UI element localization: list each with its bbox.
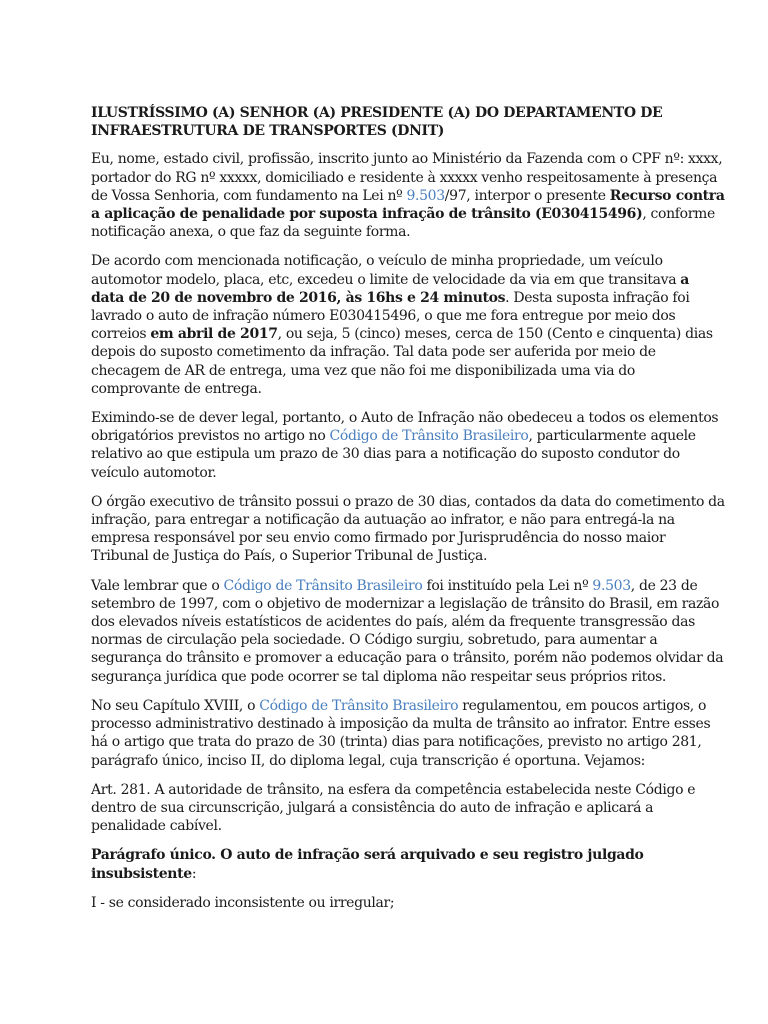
- paragraph-item-i: [91, 894, 726, 912]
- law-9503-link[interactable]: 9.503: [406, 187, 445, 204]
- bold-text: a data de 20 de novembro de 2016, às 16hs e 24 minutos: [91, 271, 690, 306]
- bold-text: Parágrafo único. O auto de infração será arquivado e seu registro julgado insubsistente: [91, 847, 644, 882]
- text: foi instituído pela Lei nº: [422, 577, 593, 594]
- paragraph-ctb-history: [91, 577, 726, 686]
- ctb-link[interactable]: Código de Trânsito Brasileiro: [223, 577, 423, 594]
- text: O órgão executivo de trânsito possui o prazo de 30 dias, contados da data do cometimento da infração, para entregar a notificação da autuação ao infrator, e não para entregá-la na empresa responsável por seu envio como firmado por Jurisprudência do nosso maior Tribunal de Justiça do País, o Superior Tribunal de Justiça.: [91, 493, 725, 565]
- text: Art. 281. A autoridade de trânsito, na esfera da competência estabelecida neste Código e dentro de sua circunscrição, julgará a consistência do auto de infração e aplicará a penalidade cabível.: [91, 781, 696, 835]
- text: /97, interpor o presente: [444, 187, 610, 204]
- text: , conforme notificação anexa, o que faz da seguinte forma.: [91, 206, 715, 241]
- ctb-link[interactable]: Código de Trânsito Brasileiro: [329, 428, 529, 445]
- text: , de 23 de setembro de 1997, com o objetivo de modernizar a legislação de trânsito do Brasil, em razão dos elevados níveis estatísticos de acidentes do país, além da frequente transgressão das normas de circulação pela sociedade. O Código surgiu, sobretudo, para aumentar a segurança do trânsito e promover a educação para o trânsito, porém não podemos olvidar da segurança jurídica que pode ocorrer se tal diploma não respeitar seus próprios ritos.: [91, 577, 724, 685]
- text: regulamentou, em poucos artigos, o processo administrativo destinado à imposição da multa de trânsito ao infrator. Entre esses há o artigo que trata do prazo de 30 (trinta) dias para notificações, previsto no artigo 281, parágrafo único, inciso II, do diploma legal, cuja transcrição é oportuna. Vejamos:: [91, 697, 711, 769]
- text: :: [191, 865, 197, 882]
- law-9503-link[interactable]: 9.503: [592, 577, 631, 594]
- paragraph-chapter-xviii: [91, 697, 726, 770]
- paragraph-facts: [91, 252, 726, 398]
- text: . Desta suposta infração foi lavrado o auto de infração número E030415496, o que me fora entregue por meio dos correios: [91, 289, 690, 343]
- paragraph-intro: [91, 150, 726, 241]
- text: De acordo com mencionada notificação, o veículo de minha propriedade, um veículo automotor modelo, placa, etc, excedeu o limite de velocidade da via em que transitava: [91, 253, 681, 288]
- text: No seu Capítulo XVIII, o: [91, 697, 260, 714]
- text: , particularmente aquele relativo ao que estipula um prazo de 30 dias para a notificação do suposto condutor do veículo automotor.: [91, 428, 696, 481]
- text: Vale lembrar que o: [91, 577, 224, 594]
- text: Eu, nome, estado civil, profissão, inscrito junto ao Ministério da Fazenda com o CPF nº: xxxx, portador do RG nº xxxxx, domiciliado e residente à xxxxx venho respeitosamente à presença de Vossa Senhoria, com fundamento na Lei nº: [91, 151, 723, 204]
- bold-text: em abril de 2017: [150, 326, 278, 343]
- bold-text: Recurso contra a aplicação de penalidade por suposta infração de trânsito (E030415496): [91, 187, 725, 223]
- text: Eximindo-se de dever legal, portanto, o Auto de Infração não obedeceu a todos os elementos obrigatórios previstos no artigo no: [91, 410, 719, 445]
- paragraph-deadline: [91, 493, 726, 566]
- paragraph-art-281: [91, 781, 726, 836]
- document-title: ILUSTRÍSSIMO (A) SENHOR (A) PRESIDENTE (A) DO DEPARTAMENTO DE INFRAESTRUTURA DE TRANSPORTES (DNIT): [91, 105, 663, 140]
- text: I - se considerado inconsistente ou irregular;: [91, 894, 395, 911]
- text: , ou seja, 5 (cinco) meses, cerca de 150 (Cento e cinquenta) dias depois do suposto cometimento da infração. Tal data pode ser auferida por meio de checagem de AR de entrega, uma vez que não foi me disponibilizada uma via do comprovante de entrega.: [91, 326, 713, 397]
- ctb-link[interactable]: Código de Trânsito Brasileiro: [259, 697, 459, 714]
- paragraph-legal-duty: [91, 409, 726, 482]
- paragraph-sole-paragraph: [91, 846, 726, 882]
